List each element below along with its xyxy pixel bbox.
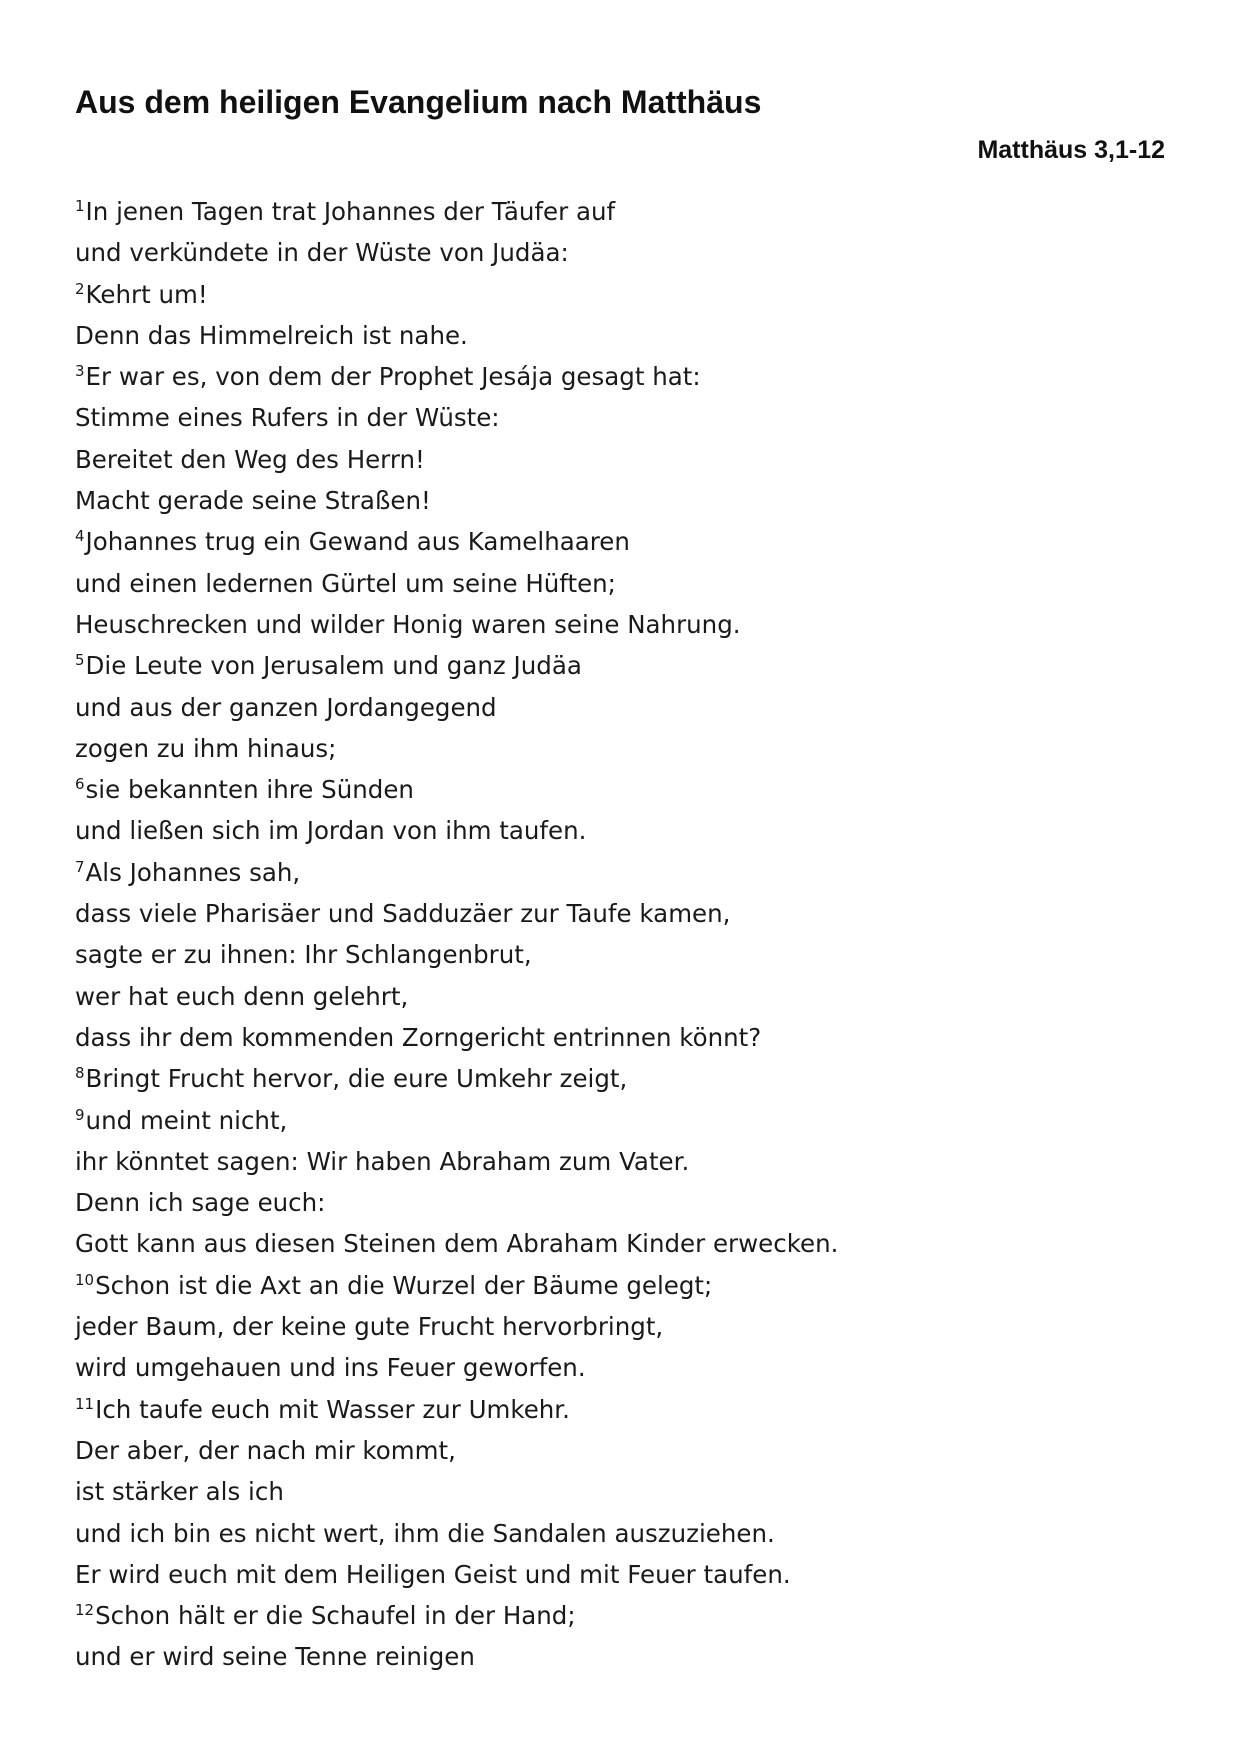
scripture-line (75, 563, 1165, 604)
line-text: wer hat euch denn gelehrt, (75, 981, 409, 1011)
scripture-line (75, 604, 1165, 645)
verse-number: 1 (75, 197, 85, 215)
line-text: Der aber, der nach mir kommt, (75, 1435, 456, 1465)
line-text: und ließen sich im Jordan von ihm taufen. (75, 816, 587, 846)
scripture-line (75, 1471, 1165, 1512)
line-text: dass ihr dem kommenden Zorngericht entrinnen könnt? (75, 1022, 762, 1052)
scripture-line (75, 1513, 1165, 1554)
scripture-line (75, 1058, 1165, 1099)
line-text: Johannes trug ein Gewand aus Kamelhaaren (85, 527, 630, 557)
scripture-line (75, 1636, 1165, 1677)
line-text: Bereitet den Weg des Herrn! (75, 444, 425, 474)
line-text: und verkündete in der Wüste von Judäa: (75, 238, 569, 268)
scripture-line (75, 1347, 1165, 1388)
line-text: und ich bin es nicht wert, ihm die Sandalen auszuziehen. (75, 1518, 775, 1548)
scripture-line (75, 1554, 1165, 1595)
scripture-line (75, 687, 1165, 728)
scripture-line (75, 1306, 1165, 1347)
scripture-line (75, 480, 1165, 521)
scripture-line (75, 1595, 1165, 1636)
scripture-line (75, 645, 1165, 686)
line-text: Gott kann aus diesen Steinen dem Abraham Kinder erwecken. (75, 1229, 839, 1259)
line-text: Die Leute von Jerusalem und ganz Judäa (85, 651, 582, 681)
scripture-line (75, 934, 1165, 975)
scripture-line (75, 852, 1165, 893)
line-text: und einen ledernen Gürtel um seine Hüften; (75, 568, 616, 598)
line-text: dass viele Pharisäer und Sadduzäer zur Taufe kamen, (75, 899, 731, 929)
scripture-line (75, 769, 1165, 810)
line-text: zogen zu ihm hinaus; (75, 733, 337, 763)
scripture-line (75, 1389, 1165, 1430)
scripture-line (75, 232, 1165, 273)
line-text: Ich taufe euch mit Wasser zur Umkehr. (95, 1394, 570, 1424)
scripture-text (75, 191, 1165, 1678)
scripture-line (75, 893, 1165, 934)
scripture-line (75, 274, 1165, 315)
line-text: Schon hält er die Schaufel in der Hand; (95, 1601, 576, 1631)
line-text: wird umgehauen und ins Feuer geworfen. (75, 1353, 586, 1383)
page-title: Aus dem heiligen Evangelium nach Matthäus (75, 84, 762, 120)
line-text: und meint nicht, (85, 1105, 288, 1135)
scripture-line (75, 728, 1165, 769)
line-text: Er war es, von dem der Prophet Jesája gesagt hat: (85, 362, 701, 392)
scripture-line (75, 1430, 1165, 1471)
verse-number: 12 (75, 1601, 95, 1620)
bible-reference: Matthäus 3,1-12 (977, 136, 1165, 164)
line-text: Er wird euch mit dem Heiligen Geist und mit Feuer taufen. (75, 1559, 791, 1589)
scripture-line (75, 810, 1165, 851)
verse-number: 5 (75, 651, 85, 670)
scripture-line (75, 1017, 1165, 1058)
scripture-line (75, 1182, 1165, 1223)
line-text: und er wird seine Tenne reinigen (75, 1642, 475, 1672)
line-text: Macht gerade seine Straßen! (75, 486, 431, 516)
scripture-line (75, 356, 1165, 397)
verse-number: 10 (75, 1270, 95, 1289)
verse-number: 8 (75, 1064, 85, 1083)
verse-number: 3 (75, 362, 85, 381)
line-text: Bringt Frucht hervor, die eure Umkehr zeigt, (85, 1064, 628, 1094)
scripture-line (75, 439, 1165, 480)
scripture-line (75, 315, 1165, 356)
line-text: Kehrt um! (85, 279, 208, 309)
scripture-line (75, 976, 1165, 1017)
verse-number: 6 (75, 775, 85, 794)
line-text: jeder Baum, der keine gute Frucht hervorbringt, (75, 1312, 664, 1342)
line-text: Heuschrecken und wilder Honig waren seine Nahrung. (75, 609, 741, 639)
line-text: Schon ist die Axt an die Wurzel der Bäume gelegt; (95, 1270, 713, 1300)
scripture-line (75, 397, 1165, 438)
line-text: Als Johannes sah, (85, 857, 301, 887)
line-text: ist stärker als ich (75, 1477, 284, 1507)
verse-number: 2 (75, 279, 85, 298)
line-text: und aus der ganzen Jordangegend (75, 692, 497, 722)
line-text: sie bekannten ihre Sünden (85, 775, 414, 805)
line-text: sagte er zu ihnen: Ihr Schlangenbrut, (75, 940, 532, 970)
document-page (75, 80, 1165, 1678)
scripture-line (75, 1265, 1165, 1306)
line-text: Denn ich sage euch: (75, 1188, 326, 1218)
verse-number: 7 (75, 857, 85, 876)
verse-number: 9 (75, 1105, 85, 1124)
verse-number: 11 (75, 1394, 95, 1413)
scripture-line (75, 191, 1165, 232)
verse-number: 4 (75, 527, 85, 546)
line-text: Denn das Himmelreich ist nahe. (75, 320, 468, 350)
scripture-line (75, 1141, 1165, 1182)
scripture-line (75, 521, 1165, 562)
scripture-line (75, 1100, 1165, 1141)
line-text: Stimme eines Rufers in der Wüste: (75, 403, 500, 433)
scripture-line (75, 1223, 1165, 1264)
line-text: In jenen Tagen trat Johannes der Täufer auf (85, 197, 616, 226)
line-text: ihr könntet sagen: Wir haben Abraham zum Vater. (75, 1146, 690, 1176)
